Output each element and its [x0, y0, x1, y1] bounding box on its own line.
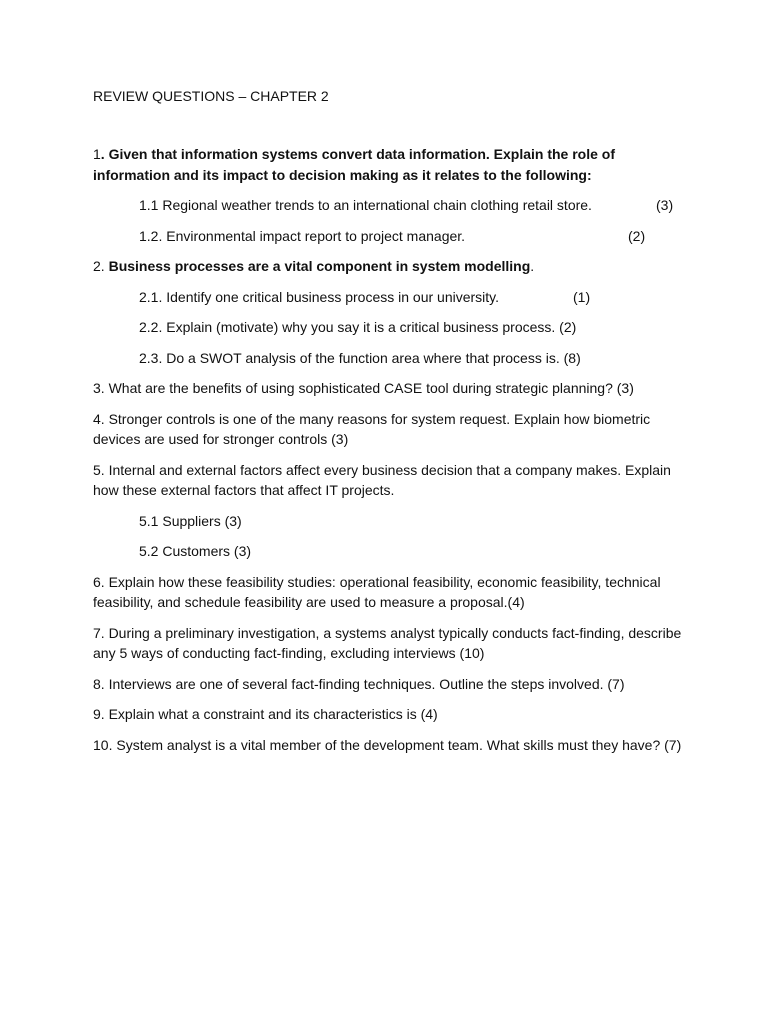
document-title: REVIEW QUESTIONS – CHAPTER 2 [93, 88, 329, 104]
question-1-2-text: 1.2. Environmental impact report to project manager. [139, 227, 466, 244]
question-2-text: Business processes are a vital component in system modelling [108, 258, 531, 274]
question-7: 7. During a preliminary investigation, a systems analyst typically conducts fact-finding, describe any 5 ways of conducting fact-finding, excluding interviews (10) [93, 624, 682, 661]
question-6: 6. Explain how these feasibility studies: operational feasibility, economic feasibility, technical feasibility, and schedule feasibility are used to measure a proposal.(4) [93, 573, 661, 610]
question-1-1-text: 1.1 Regional weather trends to an international chain clothing retail store. [139, 197, 592, 213]
question-2-number: 2. [93, 258, 109, 274]
question-2-suffix: . [530, 258, 535, 274]
question-5-1: 5.1 Suppliers (3) [139, 512, 242, 529]
question-1-2 [139, 226, 693, 247]
question-1-text: . Given that information systems convert data information. Explain the role of information and its impact to decision making as it relates to the following: [93, 146, 615, 183]
document-body [93, 86, 693, 765]
question-1-number: 1 [93, 146, 101, 162]
question-2 [93, 256, 693, 277]
question-1-1 [139, 195, 693, 216]
question-2-2: 2.2. Explain (motivate) why you say it is a critical business process. (2) [139, 319, 577, 335]
question-9: 9. Explain what a constraint and its characteristics is (4) [93, 706, 438, 722]
question-1-1-marks: (3) [656, 197, 674, 213]
question-5-2: 5.2 Customers (3) [139, 543, 252, 559]
question-2-1-marks: (1) [573, 288, 591, 305]
question-1-2-marks: (2) [628, 227, 646, 244]
question-8: 8. Interviews are one of several fact-finding techniques. Outline the steps involved. (7) [93, 675, 625, 692]
question-10: 10. System analyst is a vital member of the development team. What skills must they have? (7) [93, 736, 682, 753]
question-5: 5. Internal and external factors affect every business decision that a company makes. Explain how these external factors that affect IT projects. [93, 461, 671, 498]
question-1 [93, 144, 693, 185]
question-4: 4. Stronger controls is one of the many reasons for system request. Explain how biometric devices are used for stronger controls (3) [93, 410, 651, 447]
question-2-3: 2.3. Do a SWOT analysis of the function area where that process is. (8) [139, 349, 581, 366]
question-2-1 [139, 287, 693, 308]
question-3: 3. What are the benefits of using sophisticated CASE tool during strategic planning? (3) [93, 380, 634, 396]
question-2-1-text: 2.1. Identify one critical business process in our university. [139, 288, 500, 305]
